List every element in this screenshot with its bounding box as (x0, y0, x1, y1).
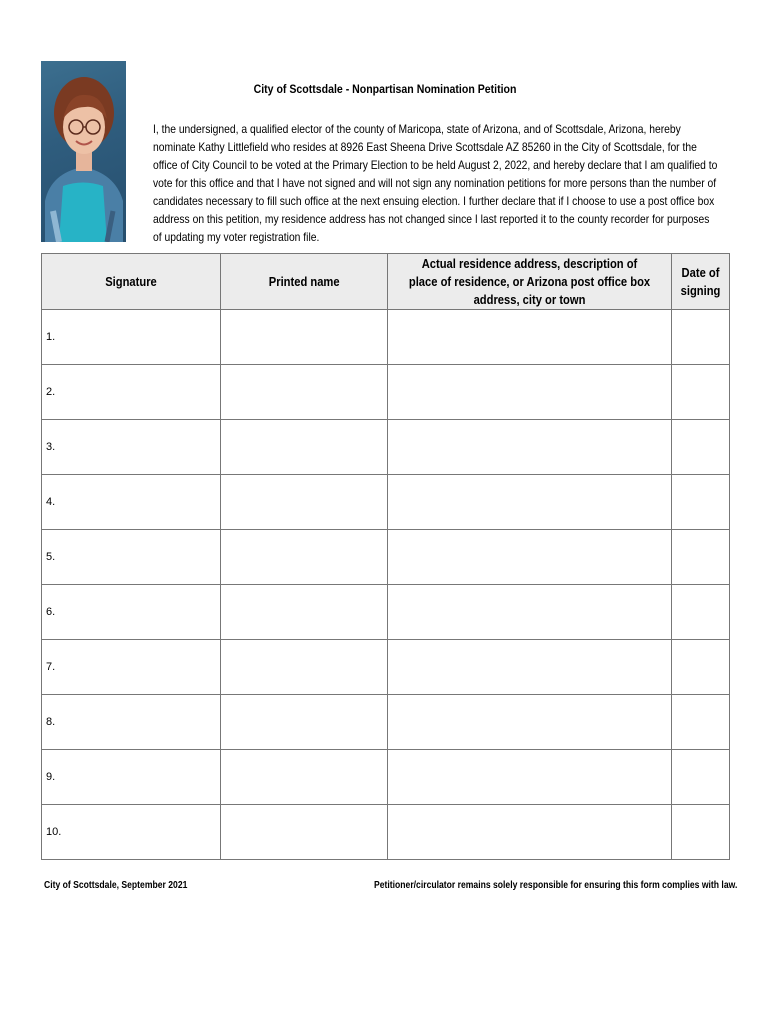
table-row (42, 420, 730, 475)
printed-name-cell[interactable] (221, 420, 388, 475)
table-row (42, 365, 730, 420)
address-cell[interactable] (388, 310, 672, 365)
row-number: 1. (46, 331, 56, 343)
address-cell[interactable] (388, 640, 672, 695)
table-row (42, 750, 730, 805)
address-cell[interactable] (388, 420, 672, 475)
column-header-printed-name: Printed name (221, 254, 388, 310)
row-number: 10. (46, 826, 62, 838)
address-cell[interactable] (388, 695, 672, 750)
printed-name-cell[interactable] (221, 310, 388, 365)
date-cell[interactable] (672, 695, 730, 750)
address-cell[interactable] (388, 585, 672, 640)
address-cell[interactable] (388, 750, 672, 805)
printed-name-cell[interactable] (221, 805, 388, 860)
date-cell[interactable] (672, 750, 730, 805)
table-row (42, 805, 730, 860)
address-cell[interactable] (388, 805, 672, 860)
date-cell[interactable] (672, 420, 730, 475)
signature-cell[interactable] (42, 420, 221, 475)
footer-revision-date: City of Scottsdale, September 2021 (44, 880, 188, 891)
date-cell[interactable] (672, 805, 730, 860)
date-cell[interactable] (672, 310, 730, 365)
signature-cell[interactable] (42, 530, 221, 585)
date-cell[interactable] (672, 640, 730, 695)
table-row (42, 695, 730, 750)
printed-name-cell[interactable] (221, 585, 388, 640)
signature-cell[interactable] (42, 695, 221, 750)
signature-cell[interactable] (42, 475, 221, 530)
printed-name-cell[interactable] (221, 475, 388, 530)
signature-cell[interactable] (42, 365, 221, 420)
declaration-text: I, the undersigned, a qualified elector of the county of Maricopa, state of Arizona, and of Scottsdale, Arizona, hereby nominate Kathy Littlefield who resides at 8926 East Sheena Drive Scottsdale AZ 85260 in the City of Scottsdale, for the office of City Council to be voted at the Primary Election to be held August 2, 2022, and hereby declare that I am qualified to vote for this office and that I have not signed and will not sign any nomination petitions for more persons than the number of candidates necessary to fill such office at the next ensuing election. I further declare that if I choose to use a post office box address on this petition, my residence address has not changed since I last reported it to the county recorder for purposes of updating my voter registration file. (153, 122, 718, 244)
signature-cell[interactable] (42, 585, 221, 640)
table-row (42, 585, 730, 640)
printed-name-cell[interactable] (221, 640, 388, 695)
row-number: 4. (46, 496, 56, 508)
signature-table (41, 253, 730, 860)
date-cell[interactable] (672, 530, 730, 585)
row-number: 6. (46, 606, 56, 618)
footer-legal-notice: Petitioner/circulator remains solely responsible for ensuring this form complies with law. (374, 880, 738, 891)
date-cell[interactable] (672, 585, 730, 640)
candidate-portrait-icon (41, 61, 126, 242)
date-cell[interactable] (672, 365, 730, 420)
table-row (42, 640, 730, 695)
printed-name-cell[interactable] (221, 750, 388, 805)
table-row (42, 475, 730, 530)
printed-name-cell[interactable] (221, 365, 388, 420)
signature-cell[interactable] (42, 750, 221, 805)
table-row (42, 530, 730, 585)
row-number: 9. (46, 771, 56, 783)
date-cell[interactable] (672, 475, 730, 530)
table-header-row (42, 254, 730, 310)
printed-name-cell[interactable] (221, 695, 388, 750)
printed-name-cell[interactable] (221, 530, 388, 585)
signature-cell[interactable] (42, 310, 221, 365)
row-number: 5. (46, 551, 56, 563)
row-number: 2. (46, 386, 56, 398)
row-number: 7. (46, 661, 56, 673)
candidate-photo (41, 61, 126, 242)
signature-cell[interactable] (42, 805, 221, 860)
column-header-address: Actual residence address, description of place of residence, or Arizona post office box address, city or town (388, 254, 672, 310)
table-row (42, 310, 730, 365)
address-cell[interactable] (388, 365, 672, 420)
row-number: 3. (46, 441, 56, 453)
row-number: 8. (46, 716, 56, 728)
signature-cell[interactable] (42, 640, 221, 695)
column-header-date: Date of signing (672, 254, 730, 310)
column-header-signature: Signature (42, 254, 221, 310)
address-cell[interactable] (388, 475, 672, 530)
page-title: City of Scottsdale - Nonpartisan Nomination Petition (253, 82, 517, 96)
address-cell[interactable] (388, 530, 672, 585)
